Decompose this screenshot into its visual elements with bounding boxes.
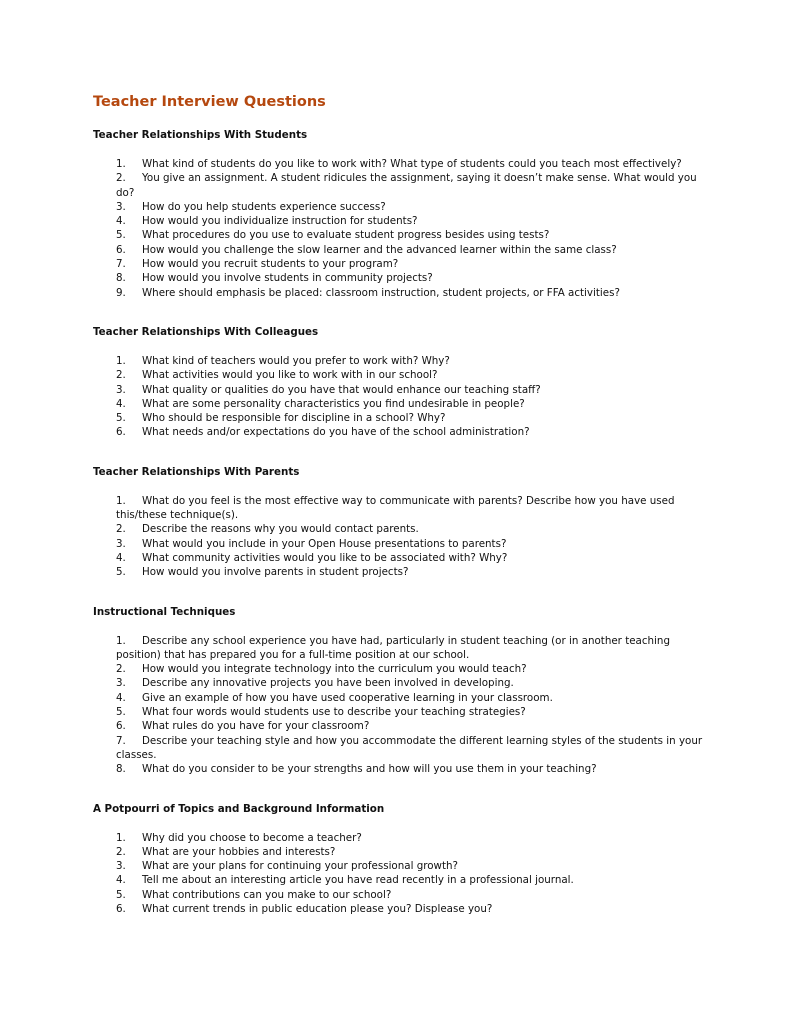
list-item [116, 397, 703, 411]
item-number: 4. [116, 874, 126, 887]
item-number: 1. [116, 494, 126, 507]
list-item [116, 762, 703, 776]
item-number: 8. [116, 763, 126, 776]
question-list [93, 157, 703, 300]
list-item [116, 734, 703, 763]
item-text: Tell me about an interesting article you have read recently in a professional journal. [142, 874, 574, 887]
item-number: 3. [116, 537, 126, 550]
item-text: What kind of students do you like to work with? What type of students could you teach most effectively? [142, 158, 682, 170]
list-item [116, 214, 703, 228]
item-text: What kind of teachers would you prefer to work with? Why? [142, 354, 450, 367]
list-item [116, 873, 703, 887]
item-text: You give an assignment. A student ridicules the assignment, saying it doesn’t make sense. What would you do? [116, 172, 697, 199]
item-text: What do you feel is the most effective way to communicate with parents? Describe how you have used this/these technique(s). [116, 494, 675, 522]
list-item [116, 368, 703, 382]
section-heading: Teacher Relationships With Parents [93, 465, 300, 478]
item-number: 4. [116, 215, 126, 228]
list-item [116, 902, 703, 916]
list-item [116, 522, 703, 536]
item-text: How would you involve parents in student projects? [142, 566, 409, 579]
item-text: What are your hobbies and interests? [142, 845, 336, 858]
item-number: 1. [116, 354, 126, 367]
question-list [93, 354, 703, 440]
item-text: What four words would students use to describe your teaching strategies? [142, 706, 526, 719]
list-item [116, 676, 703, 690]
item-number: 6. [116, 243, 126, 256]
item-text: What would you include in your Open House presentations to parents? [142, 537, 507, 550]
section [93, 465, 703, 580]
list-item [116, 831, 703, 845]
list-item [116, 257, 703, 271]
item-text: What procedures do you use to evaluate student progress besides using tests? [142, 229, 550, 242]
item-text: Describe any school experience you have had, particularly in student teaching (or in another teaching position) that has prepared you for a full-time position at our school. [116, 634, 670, 661]
list-item [116, 383, 703, 397]
item-text: What quality or qualities do you have that would enhance our teaching staff? [142, 383, 541, 396]
item-text: How would you challenge the slow learner and the advanced learner within the same class? [142, 243, 617, 256]
item-number: 7. [116, 734, 126, 747]
item-number: 7. [116, 258, 126, 271]
item-number: 4. [116, 397, 126, 410]
section-heading: Instructional Techniques [93, 605, 236, 618]
list-item [116, 494, 703, 523]
list-item [116, 845, 703, 859]
section-heading: Teacher Relationships With Colleagues [93, 325, 319, 338]
item-number: 6. [116, 902, 126, 915]
item-text: What do you consider to be your strengths and how will you use them in your teaching? [142, 763, 597, 776]
item-text: Describe the reasons why you would contact parents. [142, 523, 419, 536]
item-number: 5. [116, 566, 126, 579]
list-item [116, 286, 703, 300]
item-number: 2. [116, 523, 126, 536]
list-item [116, 411, 703, 425]
item-text: Where should emphasis be placed: classroom instruction, student projects, or FFA activities? [142, 286, 620, 299]
item-text: What current trends in public education please you? Displease you? [142, 902, 493, 915]
item-number: 4. [116, 551, 126, 564]
item-number: 6. [116, 720, 126, 733]
item-text: How would you recruit students to your program? [142, 258, 399, 271]
item-number: 5. [116, 229, 126, 242]
item-text: Who should be responsible for discipline in a school? Why? [142, 412, 446, 425]
list-item [116, 705, 703, 719]
item-text: What activities would you like to work with in our school? [142, 369, 438, 382]
list-item [116, 271, 703, 285]
list-item [116, 634, 703, 663]
section [93, 802, 703, 917]
question-list [93, 831, 703, 917]
list-item [116, 537, 703, 551]
item-text: What are some personality characteristics you find undesirable in people? [142, 397, 525, 410]
item-number: 2. [116, 369, 126, 382]
item-text: What rules do you have for your classroom? [142, 720, 370, 733]
item-number: 5. [116, 412, 126, 425]
section [93, 325, 703, 440]
section [93, 605, 703, 777]
section-heading: A Potpourri of Topics and Background Information [93, 802, 385, 815]
item-number: 3. [116, 200, 126, 213]
list-item [116, 662, 703, 676]
item-number: 1. [116, 158, 126, 170]
item-text: How would you involve students in community projects? [142, 272, 433, 285]
item-number: 5. [116, 706, 126, 719]
list-item [116, 888, 703, 902]
section-heading: Teacher Relationships With Students [93, 129, 308, 141]
item-text: Give an example of how you have used cooperative learning in your classroom. [142, 691, 553, 704]
item-text: How would you individualize instruction for students? [142, 215, 418, 228]
page-title: Teacher Interview Questions [93, 94, 326, 110]
list-item [116, 425, 703, 439]
item-text: Describe your teaching style and how you accommodate the different learning styles of the students in your classes. [116, 734, 703, 761]
item-number: 3. [116, 383, 126, 396]
item-number: 4. [116, 691, 126, 704]
item-text: Why did you choose to become a teacher? [142, 831, 362, 844]
item-text: What contributions can you make to our school? [142, 888, 392, 901]
item-number: 6. [116, 426, 126, 439]
item-text: How would you integrate technology into the curriculum you would teach? [142, 663, 527, 676]
item-number: 1. [116, 634, 126, 647]
section [93, 128, 703, 300]
item-number: 5. [116, 888, 126, 901]
question-list [93, 634, 703, 777]
list-item [116, 243, 703, 257]
item-number: 8. [116, 272, 126, 285]
sections-container [93, 128, 703, 916]
list-item [116, 719, 703, 733]
item-number: 3. [116, 860, 126, 873]
item-number: 2. [116, 845, 126, 858]
item-number: 9. [116, 286, 126, 299]
question-list [93, 494, 703, 580]
list-item [116, 859, 703, 873]
item-number: 1. [116, 831, 126, 844]
item-number: 2. [116, 663, 126, 676]
item-text: How do you help students experience success? [142, 200, 386, 213]
list-item [116, 171, 703, 200]
item-text: What community activities would you like to be associated with? Why? [142, 551, 508, 564]
list-item [116, 565, 703, 579]
document-body [93, 92, 703, 941]
item-number: 2. [116, 172, 126, 185]
list-item [116, 200, 703, 214]
item-text: What are your plans for continuing your professional growth? [142, 860, 458, 873]
list-item [116, 354, 703, 368]
item-number: 3. [116, 677, 126, 690]
list-item [116, 228, 703, 242]
list-item [116, 691, 703, 705]
item-text: Describe any innovative projects you have been involved in developing. [142, 677, 514, 690]
list-item [116, 157, 703, 171]
item-text: What needs and/or expectations do you have of the school administration? [142, 426, 530, 439]
list-item [116, 551, 703, 565]
